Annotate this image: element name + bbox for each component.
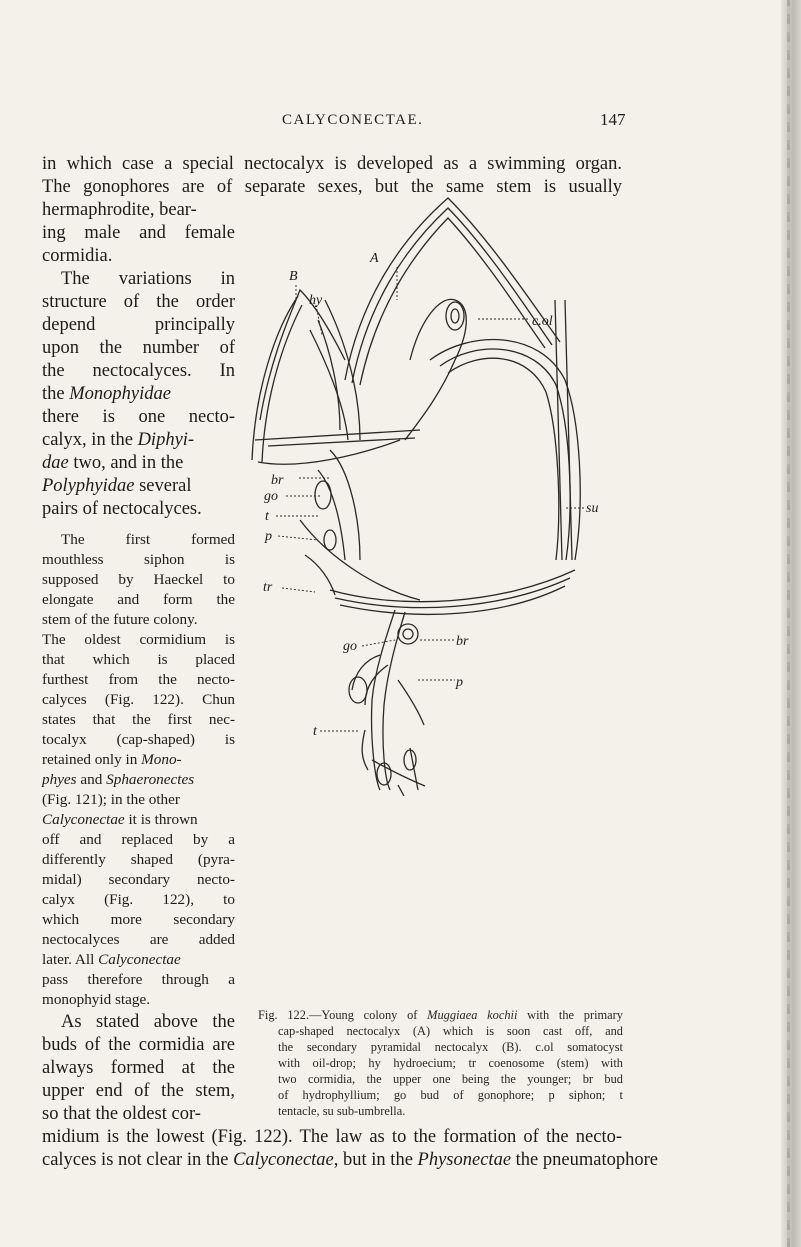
small-print-line: later. All Calyconectae xyxy=(42,951,181,968)
body-line: hermaphrodite, bear- xyxy=(42,200,197,220)
label-t-lower: t xyxy=(313,724,317,739)
small-print-line: elongate and form the xyxy=(42,591,235,608)
caption-line: of hydrophyllium; go bud of gonophore; p siphon; t xyxy=(278,1088,623,1102)
body-line: the Monophyidae xyxy=(42,384,171,404)
body-line: calyces is not clear in the Calyconectae, but in the Physonectae the pneumatophore xyxy=(42,1150,658,1170)
body-line: in which case a special nectocalyx is developed as a swimming organ. xyxy=(42,154,622,174)
label-br-lower: br xyxy=(456,634,469,649)
small-print-line: midal) secondary necto- xyxy=(42,871,235,888)
body-line: depend principally xyxy=(42,315,235,335)
label-col: c.ol xyxy=(532,314,553,329)
small-print-line: calyx (Fig. 122), to xyxy=(42,891,235,908)
small-print-line: Calyconectae it is thrown xyxy=(42,811,198,828)
small-print-line: tocalyx (cap-shaped) is xyxy=(42,731,235,748)
body-line: upper end of the stem, xyxy=(42,1081,235,1101)
body-line: structure of the order xyxy=(42,292,235,312)
small-print-line: states that the first nec- xyxy=(42,711,235,728)
page-edge-shadow xyxy=(781,0,801,1247)
hydroecium xyxy=(300,300,420,600)
small-print-line: nectocalyces are added xyxy=(42,931,235,948)
small-print-line: mouthless siphon is xyxy=(42,551,235,568)
label-go-upper: go xyxy=(264,489,278,504)
small-print-line: monophyid stage. xyxy=(42,991,150,1008)
body-line: calyx, in the Diphyi- xyxy=(42,430,195,450)
coenosome-stem xyxy=(349,610,425,796)
body-line: pairs of nectocalyces. xyxy=(42,499,202,519)
body-line: the nectocalyces. In xyxy=(42,361,235,381)
secondary-nectocalyx-b xyxy=(252,290,420,464)
label-a: A xyxy=(370,251,379,266)
small-print-line: pass therefore through a xyxy=(42,971,235,988)
body-line: so that the oldest cor- xyxy=(42,1104,201,1124)
small-print-line: retained only in Mono- xyxy=(42,751,182,768)
sub-umbrella xyxy=(330,300,580,614)
body-line: midium is the lowest (Fig. 122). The law as to the formation of the necto- xyxy=(42,1127,622,1147)
caption-line: tentacle, su sub-umbrella. xyxy=(278,1104,406,1118)
label-go-lower: go xyxy=(343,639,357,654)
body-line: Polyphyidae several xyxy=(42,476,192,496)
label-b: B xyxy=(289,269,298,284)
small-print-line: The first formed xyxy=(61,531,235,548)
body-line: dae two, and in the xyxy=(42,453,184,473)
caption-line: two cormidia, the upper one being the younger; br bud xyxy=(278,1072,623,1086)
label-su: su xyxy=(586,501,599,516)
body-line: there is one necto- xyxy=(42,407,235,427)
body-line: As stated above the xyxy=(61,1012,235,1032)
body-line: buds of the cormidia are xyxy=(42,1035,235,1055)
small-print-line: stem of the future colony. xyxy=(42,611,198,628)
figure-muggiaea-colony xyxy=(232,196,632,796)
body-line: upon the number of xyxy=(42,338,235,358)
small-print-line: furthest from the necto- xyxy=(42,671,235,688)
label-p-lower: p xyxy=(456,675,463,690)
somatocyst-oil-drop xyxy=(405,299,466,440)
running-title: CALYCONECTAE. xyxy=(282,112,424,128)
caption-line: Fig. 122.—Young colony of Muggiaea kochii with the primary xyxy=(258,1008,623,1022)
small-print-line: that which is placed xyxy=(42,651,235,668)
body-line: The gonophores are of separate sexes, but the same stem is usually xyxy=(42,177,622,197)
small-print-line: The oldest cormidium is xyxy=(42,631,235,648)
label-tr: tr xyxy=(263,580,273,595)
label-t-upper: t xyxy=(265,509,269,524)
caption-line: with oil-drop; hy hydroecium; tr coenosome (stem) with xyxy=(278,1056,623,1070)
small-print-line: off and replaced by a xyxy=(42,831,235,848)
small-print-line: which more secondary xyxy=(42,911,235,928)
label-br-upper: br xyxy=(271,473,284,488)
page-number: 147 xyxy=(600,110,626,129)
label-p-upper: p xyxy=(265,529,272,544)
caption-line: the secondary pyramidal nectocalyx (B). c.ol somatocyst xyxy=(278,1040,623,1054)
label-hy: hy xyxy=(309,293,323,308)
small-print-line: differently shaped (pyra- xyxy=(42,851,235,868)
body-line: The variations in xyxy=(61,269,235,289)
small-print-line: (Fig. 121); in the other xyxy=(42,791,180,808)
caption-line: cap-shaped nectocalyx (A) which is soon cast off, and xyxy=(278,1024,623,1038)
body-line: ing male and female xyxy=(42,223,235,243)
small-print-line: supposed by Haeckel to xyxy=(42,571,235,588)
small-print-line: calyces (Fig. 122). Chun xyxy=(42,691,235,708)
body-line: cormidia. xyxy=(42,246,113,266)
label-leaders xyxy=(276,267,585,731)
body-line: always formed at the xyxy=(42,1058,235,1078)
small-print-line: phyes and Sphaeronectes xyxy=(42,771,195,788)
